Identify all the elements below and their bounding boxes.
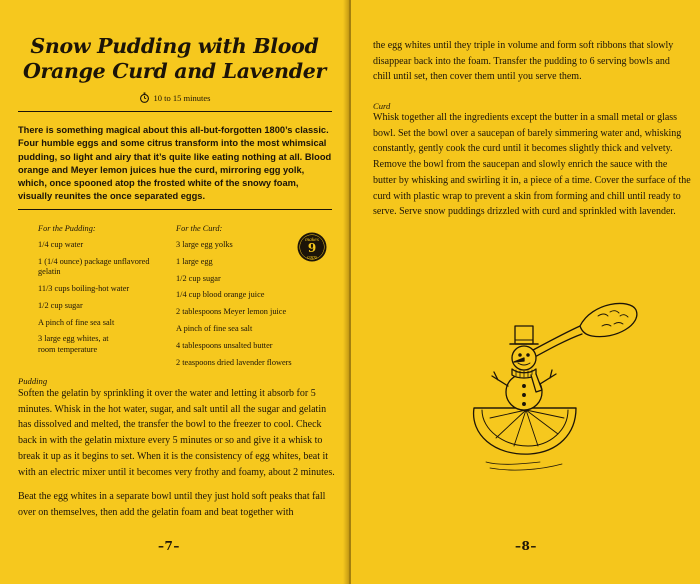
pudding-method-continuation: the egg whites until they triple in volume and form soft ribbons that slowly disappear back into the foam. Transfer the pudding to 6 serving bowls and chill until set, then cover them until you serve them.: [373, 40, 674, 83]
stopwatch-icon: [139, 92, 150, 103]
ingredient-item: 4 tablespoons unsalted butter: [176, 340, 273, 350]
bottom-divider: [18, 209, 332, 210]
pudding-method-paragraph: Soften the gelatin by sprinkling it over the water and letting it absorb for 5 minutes. Whisk in the hot water, sugar, and salt until all the sugar and gelatin has dissolved and melted, the transfer the bowl to the freezer to cool. Check back in with the gelatin mixture every 5 minutes or so and give it a whisk to break it up as it begins to set. When it is the consistency of egg whites, beat it with an electric mixer until it becomes very frothy and foamy, about 2 minutes.: [18, 388, 335, 478]
ingredient-item: 2 tablespoons Meyer lemon juice: [176, 307, 287, 317]
ingredient-item: 1/4 cup water: [38, 240, 84, 249]
prep-time-text: 10 to 15 minutes: [153, 93, 211, 103]
page-number-left: –7–: [158, 539, 180, 553]
ingredient-item: 1/2 cup sugar: [38, 300, 83, 310]
curd-method-paragraph: Whisk together all the ingredients except the butter in a small metal or glass bowl. Set the bowl over a saucepan of barely simmering water and, whisking constantly, gently cook the curd until it becomes slightly thick and velvety. Remove the bowl from the saucepan and slowly enrich the sauce with the butter by whisking and swirling it in, a piece of a time. Cover the surface of the curd with plastic wrap to prevent a skin from forming and chill until ready to serve. Serve snow puddings drizzled with curd and sprinkled with lavender.: [373, 112, 691, 218]
intro-paragraph: There is something magical about this all-but-forgotten 1800’s classic. Four humble eggs and some citrus transform into the most whimsical pudding, so light and airy that it’s quite like eating nothing at all. Blood orange and Meyer lemon juices hue the curd, mirroring egg yolk, which, once spooned atop the frosted white of the snowy foam, visually reunites the once separated eggs.: [18, 125, 332, 202]
recipe-title: Snow Pudding with Blood Orange Curd and Lavender: [22, 34, 327, 83]
prep-time: [0, 92, 349, 103]
badge-bottom-label: cups: [306, 254, 318, 261]
ingredient-item: 1/2 cup sugar: [176, 273, 221, 283]
page-number-right: –8–: [515, 539, 537, 553]
ingredient-item: A pinch of fine sea salt: [176, 323, 253, 333]
ingredient-item: 1/4 cup blood orange juice: [176, 290, 265, 300]
ingredient-item: 11/3 cups boiling-hot water: [38, 284, 130, 293]
left-page: [0, 0, 349, 584]
top-divider: [18, 111, 332, 112]
ingredient-item: 1 (1/4 ounce) package unflavored gelatin: [38, 256, 150, 277]
badge-number: 9: [307, 241, 317, 255]
badge-top-label: makes: [305, 237, 319, 243]
ingredient-item: 3 large egg yolks: [176, 240, 233, 249]
curd-ingredients-heading: For the Curd:: [176, 224, 223, 233]
ingredient-item: A pinch of fine sea salt: [38, 317, 115, 327]
snowman-on-orange-spoon-illustration: [430, 296, 640, 476]
pudding-ingredients-heading: For the Pudding:: [38, 224, 96, 233]
ingredient-item: 3 large egg whites, at room temperature: [38, 334, 109, 354]
pudding-ingredients-list: [38, 240, 156, 362]
pudding-method-paragraph-continued: Beat the egg whites in a separate bowl until they just hold soft peaks that fall over on themselves, then add the gelatin foam and beat together with: [18, 491, 326, 518]
pudding-section-label: Pudding: [18, 376, 48, 386]
curd-section-label: Curd: [373, 101, 391, 111]
yield-badge: [297, 232, 327, 262]
right-page: [351, 0, 700, 584]
ingredient-item: 2 teaspoons dried lavender flowers: [176, 357, 292, 367]
ingredient-item: 1 large egg: [176, 256, 213, 266]
